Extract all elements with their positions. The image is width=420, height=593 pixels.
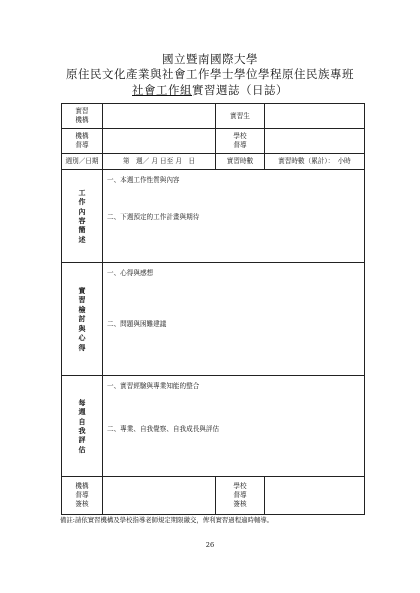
footnote: 備註:請依實習機構及學校指導老師規定期限繳交，俾利實習過程適時輔導。 — [60, 516, 274, 524]
label-week-date: 週別／日期 — [62, 154, 103, 170]
section-item: 一、實習經驗與專業知能的整合 — [107, 382, 200, 390]
agency-supervisor-field[interactable] — [103, 129, 216, 154]
label-agency-supervisor: 機構 督導 — [62, 129, 103, 154]
section-self-eval-content[interactable] — [103, 376, 365, 477]
agency-signoff-field[interactable] — [103, 477, 216, 515]
form-title-group: 社會工作組 — [132, 83, 192, 97]
agency-field[interactable] — [103, 104, 216, 129]
section-item: 一、心得與感想 — [107, 269, 154, 277]
week-date-field[interactable]: 第 週／ 月 日至 月 日 — [103, 154, 216, 170]
section-item: 一、本週工作性質與內容 — [107, 176, 180, 184]
weekly-log-form — [61, 103, 365, 515]
label-school-signoff: 學校 督導 簽核 — [216, 477, 265, 515]
section-work-content[interactable] — [103, 170, 365, 263]
section-label-review: 實 習 檢 討 與 心 得 — [62, 263, 103, 376]
program-name: 原住民文化產業與社會工作學士學位學程原住民族專班 — [66, 67, 354, 81]
intern-field[interactable] — [265, 104, 365, 129]
school-supervisor-field[interactable] — [265, 129, 365, 154]
cumulative-hours-field[interactable]: 實習時數（累計）： 小時 — [265, 154, 365, 170]
label-school-supervisor: 學校 督導 — [216, 129, 265, 154]
section-label-self-eval: 每 週 自 我 評 估 — [62, 376, 103, 477]
label-intern: 實習生 — [216, 104, 265, 129]
section-review-content[interactable] — [103, 263, 365, 376]
page-number: 26 — [205, 541, 215, 549]
form-title — [0, 82, 420, 98]
section-item: 二、專業、自我覺察、自我成長與評估 — [107, 424, 220, 433]
school-signoff-field[interactable] — [265, 477, 365, 515]
university-name: 國立暨南國際大學 — [162, 52, 258, 66]
section-item: 二、下週預定的工作計畫與期待 — [107, 212, 200, 221]
section-label-work: 工 作 內 容 簡 述 — [62, 170, 103, 263]
label-agency: 實習 機構 — [62, 104, 103, 129]
label-hours: 實習時數 — [216, 154, 265, 170]
label-agency-signoff: 機構 督導 簽核 — [62, 477, 103, 515]
form-title-rest: 實習週誌（日誌） — [192, 83, 288, 97]
section-item: 二、問題與困難建議 — [107, 319, 167, 328]
